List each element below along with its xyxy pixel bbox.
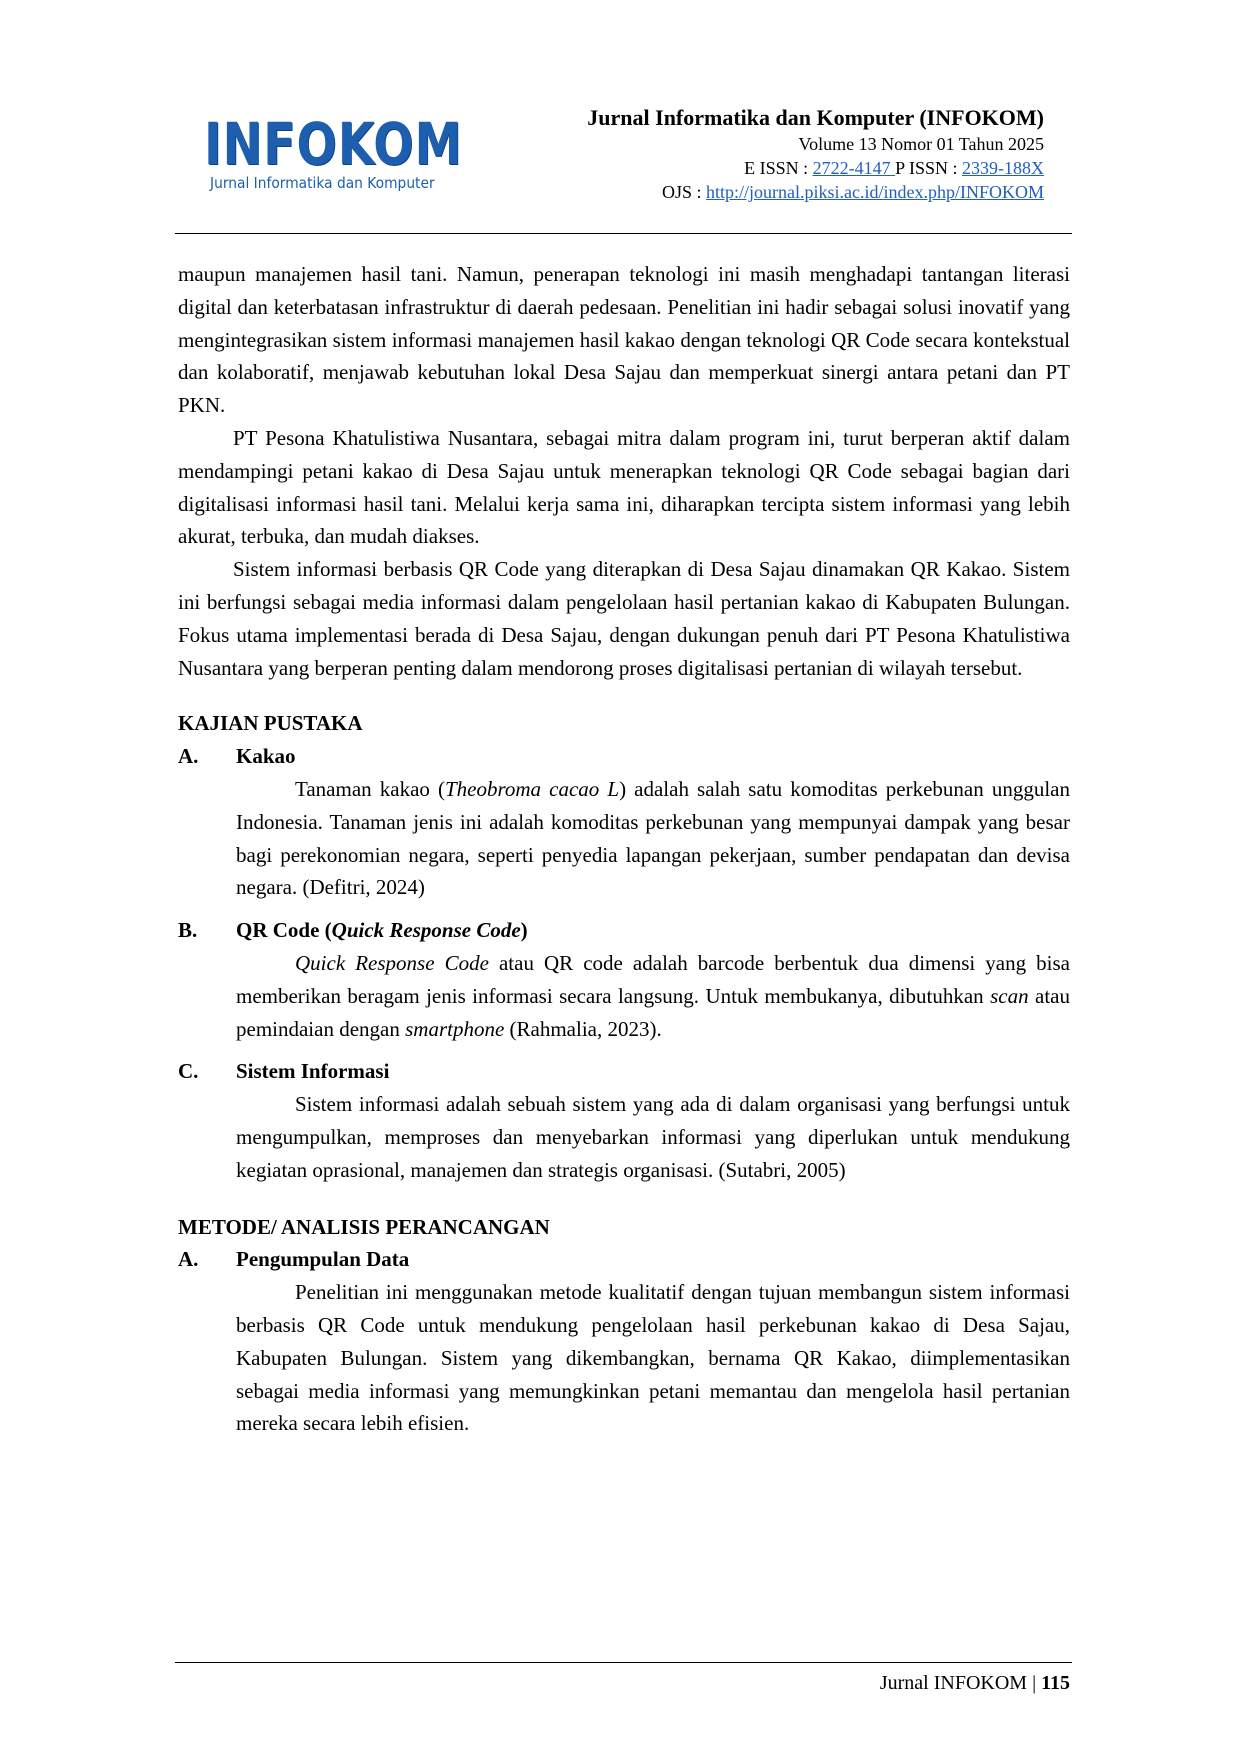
subsection-kakao (178, 740, 1070, 773)
text-run: QR Code ( (236, 918, 332, 943)
text-run: ) (520, 918, 528, 943)
journal-title: Jurnal Informatika dan Komputer (INFOKOM) (587, 105, 1044, 130)
logo-wordmark: INFOKOM (204, 110, 463, 178)
eissn-label: E ISSN : (744, 158, 813, 178)
journal-logo (204, 110, 463, 200)
subsection-title (236, 914, 528, 947)
section-heading-kajian: KAJIAN PUSTAKA (178, 711, 363, 736)
text-run: atau QR code adalah barcode berbentuk dua dimensi yang bisa memberikan beragam jenis informasi secara langsung. Untuk membukanya, dibutuhkan (236, 950, 1070, 1008)
text-run: ) adalah salah satu komoditas perkebunan unggulan Indonesia. Tanaman jenis ini adalah komoditas perkebunan yang mempunyai dampak yang besar bagi perekonomian negara, seperti penyedia lapangan pekerjaan, sumber pendapatan dan devisa negara. (Defitri, 2024) (236, 776, 1070, 900)
journal-header (587, 104, 1044, 204)
journal-volume: Volume 13 Nomor 01 Tahun 2025 (798, 134, 1044, 154)
intro-paragraph-3: Sistem informasi berbasis QR Code yang diterapkan di Desa Sajau dinamakan QR Kakao. Sistem ini berfungsi sebagai media informasi dalam pengelolaan hasil pertanian kakao di Kabupaten Bulungan. Fokus utama implementasi berada di Desa Sajau, dengan dukungan penuh dari PT Pesona Khatulistiwa Nusantara yang berperan penting dalam mendorong proses digitalisasi pertanian di wilayah tersebut. (178, 557, 1070, 680)
eissn-link[interactable]: 2722-4147 (812, 158, 896, 178)
italic-run: Theobroma cacao L (444, 776, 620, 801)
subsection-qr-code (178, 914, 1070, 947)
subsection-title: Sistem Informasi (236, 1059, 390, 1084)
page-body (178, 258, 1070, 1440)
intro-paragraph-2: PT Pesona Khatulistiwa Nusantara, sebagai mitra dalam program ini, turut berperan aktif dalam mendampingi petani kakao di Desa Sajau untuk menerapkan teknologi QR Code sebagai bagian dari digitalisasi informasi hasil tani. Melalui kerja sama ini, diharapkan tercipta sistem informasi yang lebih akurat, terbuka, dan mudah diakses. (178, 425, 1070, 549)
subsection-title: Pengumpulan Data (236, 1247, 410, 1272)
pengumpulan-data-paragraph: Penelitian ini menggunakan metode kualitatif dengan tujuan membangun sistem informasi berbasis QR Code untuk mendukung pengelolaan hasil perkebunan kakao di Desa Sajau, Kabupaten Bulungan. Sistem yang dikembangkan, bernama QR Kakao, diimplementasikan sebagai media informasi yang memungkinkan petani memantau dan mengelola hasil pertanian mereka secara lebih efisien. (236, 1280, 1070, 1436)
italic-run: Quick Response Code (331, 918, 521, 943)
page-footer (880, 1668, 1070, 1698)
section-heading-metode: METODE/ ANALISIS PERANCANGAN (178, 1214, 550, 1239)
italic-run: Quick Response Code (295, 950, 489, 975)
footer-journal: Jurnal INFOKOM (879, 1672, 1028, 1694)
italic-run: smartphone (405, 1016, 505, 1041)
subsection-letter: C. (178, 1059, 199, 1084)
text-run: Tanaman kakao ( (295, 776, 445, 801)
footer-divider (175, 1662, 1072, 1663)
intro-paragraph-1: maupun manajemen hasil tani. Namun, penerapan teknologi ini masih menghadapi tantangan literasi digital dan keterbatasan infrastruktur di daerah pedesaan. Penelitian ini hadir sebagai solusi inovatif yang mengintegrasikan sistem informasi manajemen hasil kakao dengan teknologi QR Code secara kontekstual dan kolaboratif, menjawab kebutuhan lokal Desa Sajau dan memperkuat sinergi antara petani dan PT PKN. (178, 262, 1070, 418)
logo-subtitle: Jurnal Informatika dan Komputer (210, 174, 435, 192)
issn-line (587, 156, 1044, 180)
subsection-letter: A. (178, 744, 199, 769)
text-run: atau pemindaian dengan (236, 983, 1070, 1041)
italic-run: scan (990, 983, 1029, 1008)
text-run: (Rahmalia, 2023). (504, 1016, 662, 1041)
pissn-label: P ISSN : (895, 158, 962, 178)
ojs-link[interactable]: http://journal.piksi.ac.id/index.php/INFOKOM (706, 182, 1044, 202)
ojs-label: OJS : (662, 182, 707, 202)
sistem-informasi-paragraph: Sistem informasi adalah sebuah sistem yang ada di dalam organisasi yang berfungsi untuk mengumpulkan, memproses dan menyebarkan informasi yang diperlukan untuk mendukung kegiatan oprasional, manajemen dan strategis organisasi. (Sutabri, 2005) (236, 1092, 1070, 1182)
pissn-link[interactable]: 2339-188X (962, 158, 1044, 178)
page-number: 115 (1041, 1672, 1070, 1694)
footer-separator: | (1027, 1672, 1042, 1694)
subsection-letter: A. (178, 1247, 199, 1272)
subsection-sistem-informasi (178, 1055, 1070, 1088)
subsection-letter: B. (178, 918, 198, 943)
header-divider (175, 233, 1072, 234)
subsection-pengumpulan-data (178, 1243, 1070, 1276)
subsection-title: Kakao (236, 744, 296, 769)
kakao-paragraph (236, 773, 1070, 904)
ojs-line (587, 180, 1044, 204)
qr-code-paragraph (236, 947, 1070, 1045)
